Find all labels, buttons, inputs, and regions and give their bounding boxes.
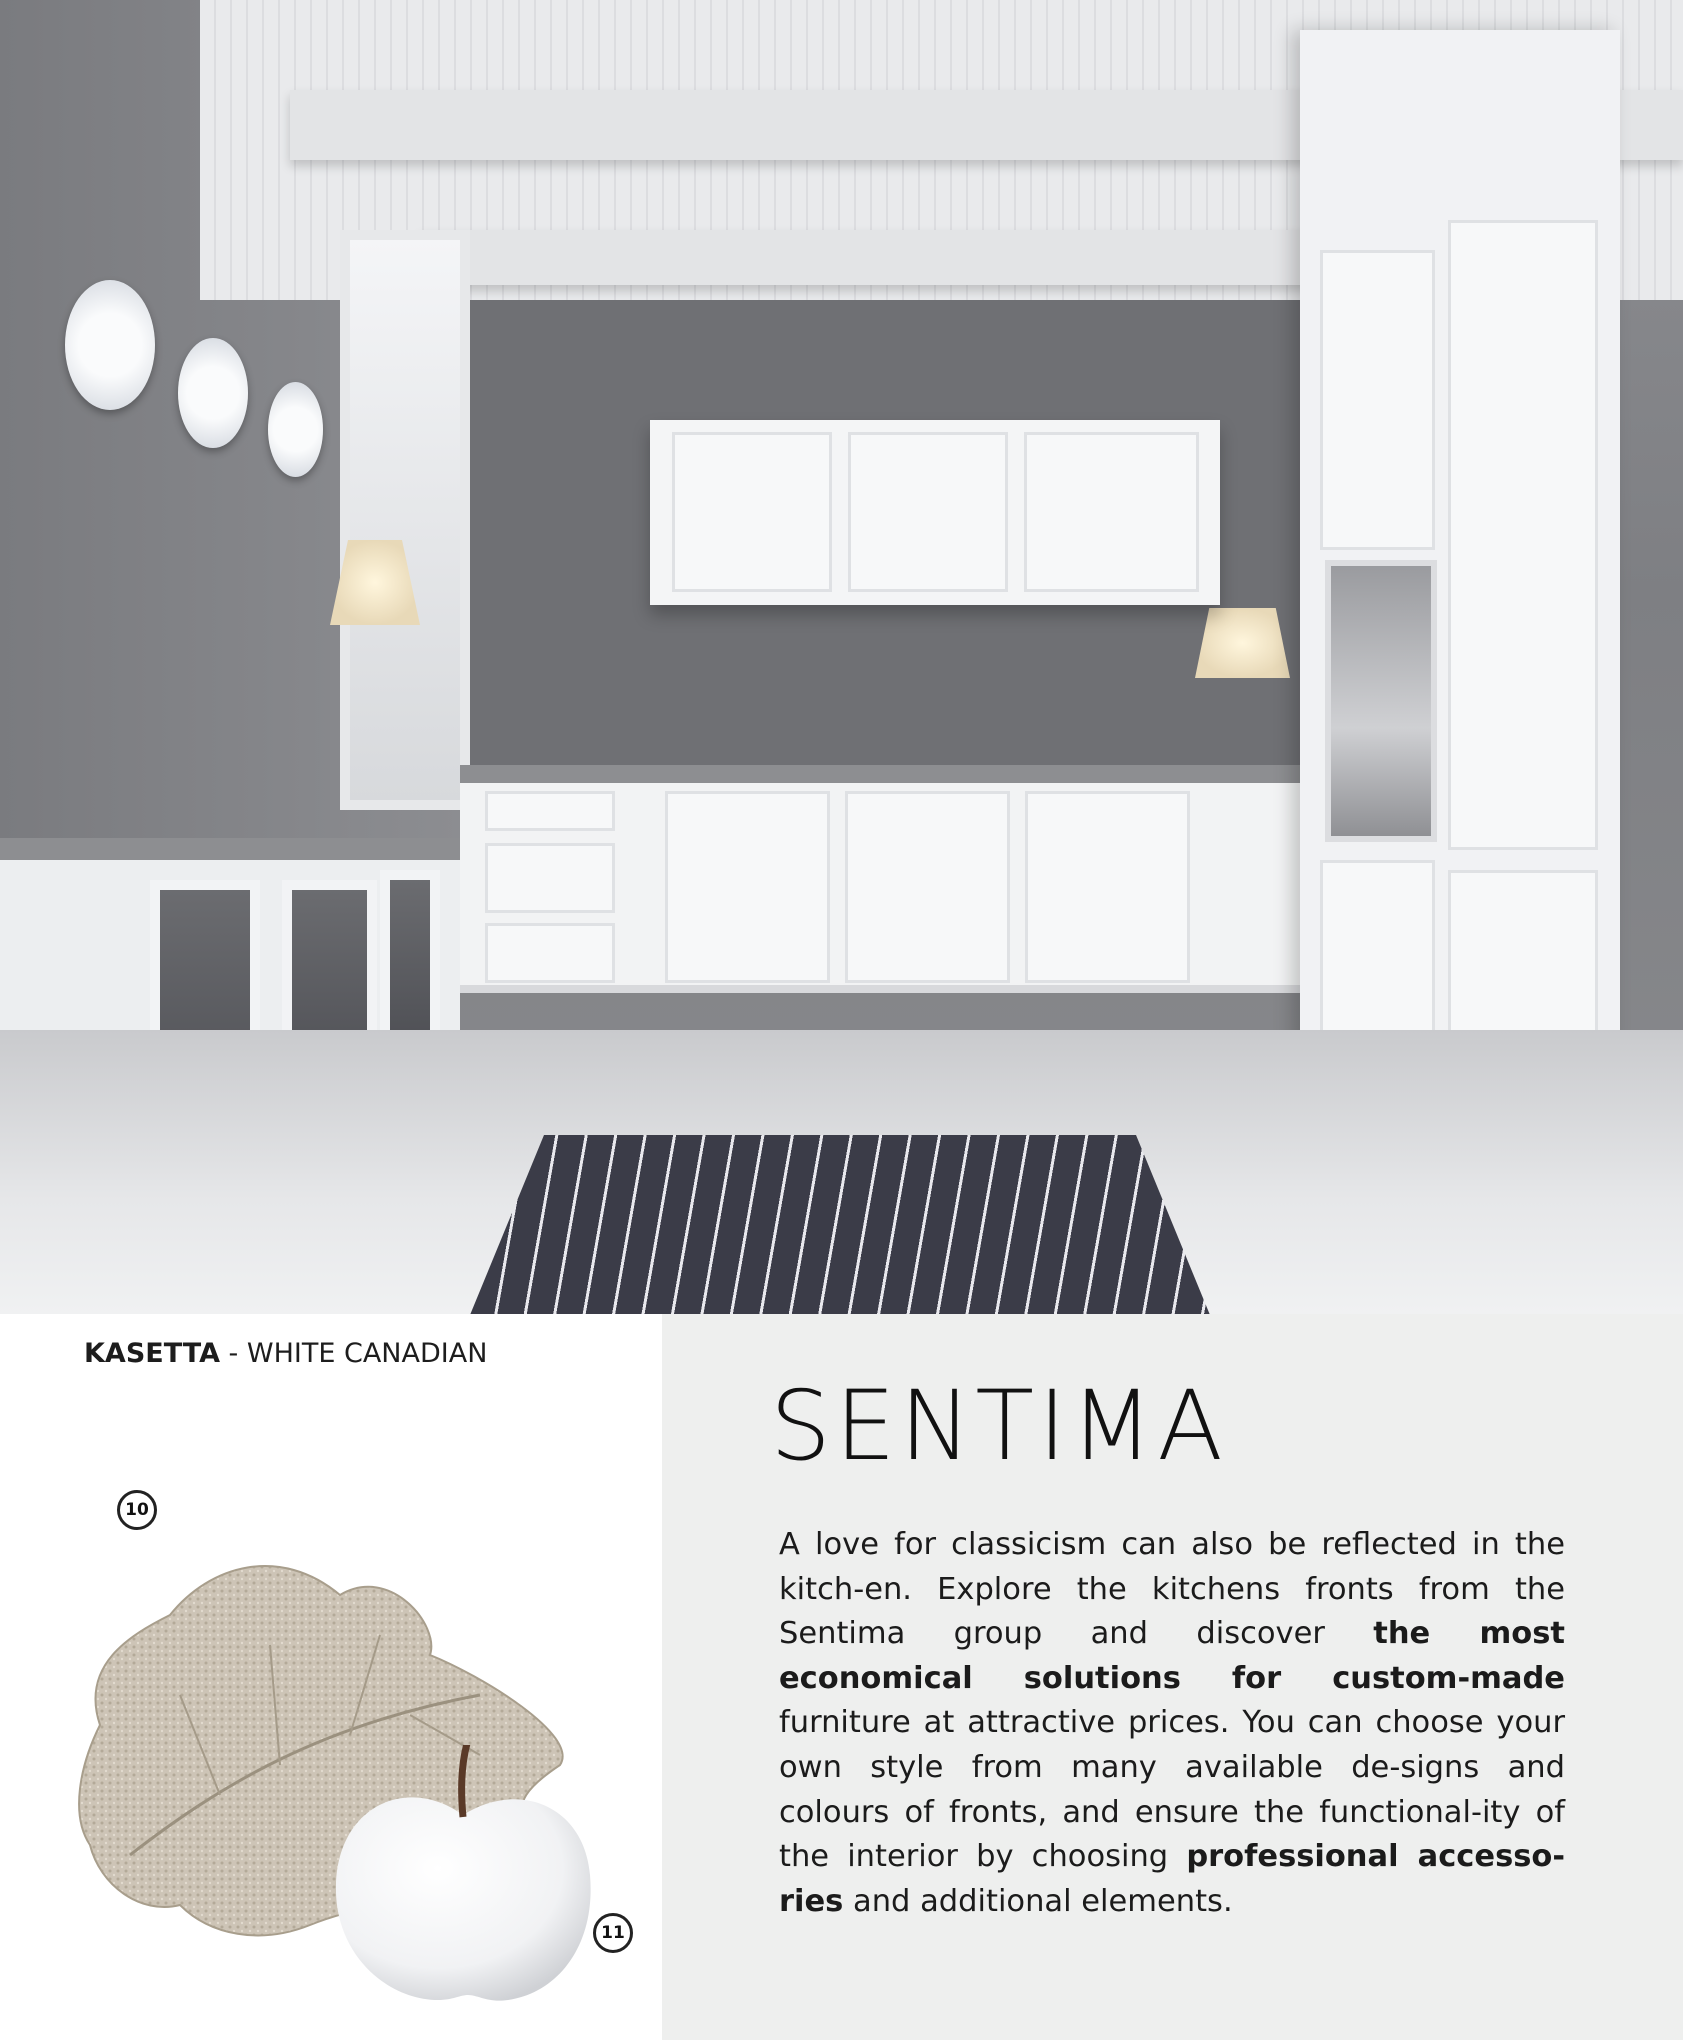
- body-part-2: furniture at attractive prices. You can choose your own style from many available de-signs and colours of fronts, and ensure the functional-ity of the interior by choosing: [779, 1705, 1565, 1875]
- body-part-1: A love for classicism can also be reflected in the kitch-en. Explore the kitchens fronts from the Sentima group and discover: [779, 1527, 1565, 1652]
- side-countertop: [0, 838, 460, 860]
- description-text: [779, 1523, 1565, 1924]
- countertop: [460, 765, 1320, 783]
- model-name: KASETTA: [84, 1338, 220, 1369]
- wall-cabinet: [650, 420, 1220, 605]
- wall-plate: [268, 382, 323, 477]
- model-caption: [84, 1338, 487, 1369]
- ceiling-beam: [420, 230, 1320, 285]
- body-bold-1: the most economical solutions for custom-made: [779, 1616, 1565, 1696]
- wall-plate: [178, 338, 248, 448]
- table-lamp: [1195, 608, 1290, 678]
- oven: [1325, 560, 1437, 842]
- body-part-3: and additional elements.: [843, 1883, 1233, 1919]
- striped-rug: [470, 1135, 1210, 1314]
- product-number-10: 10: [117, 1490, 157, 1530]
- base-cabinet: [460, 783, 1320, 993]
- wall-plate: [65, 280, 155, 410]
- caption-separator: -: [219, 1338, 247, 1369]
- page-title: SENTIMA: [770, 1370, 1227, 1482]
- body-bold-2: professional accesso-ries: [779, 1839, 1565, 1919]
- window: [340, 230, 470, 810]
- ceramic-apple-icon: [328, 1745, 598, 2005]
- model-finish: WHITE CANADIAN: [246, 1338, 488, 1369]
- product-number-11: 11: [593, 1913, 633, 1953]
